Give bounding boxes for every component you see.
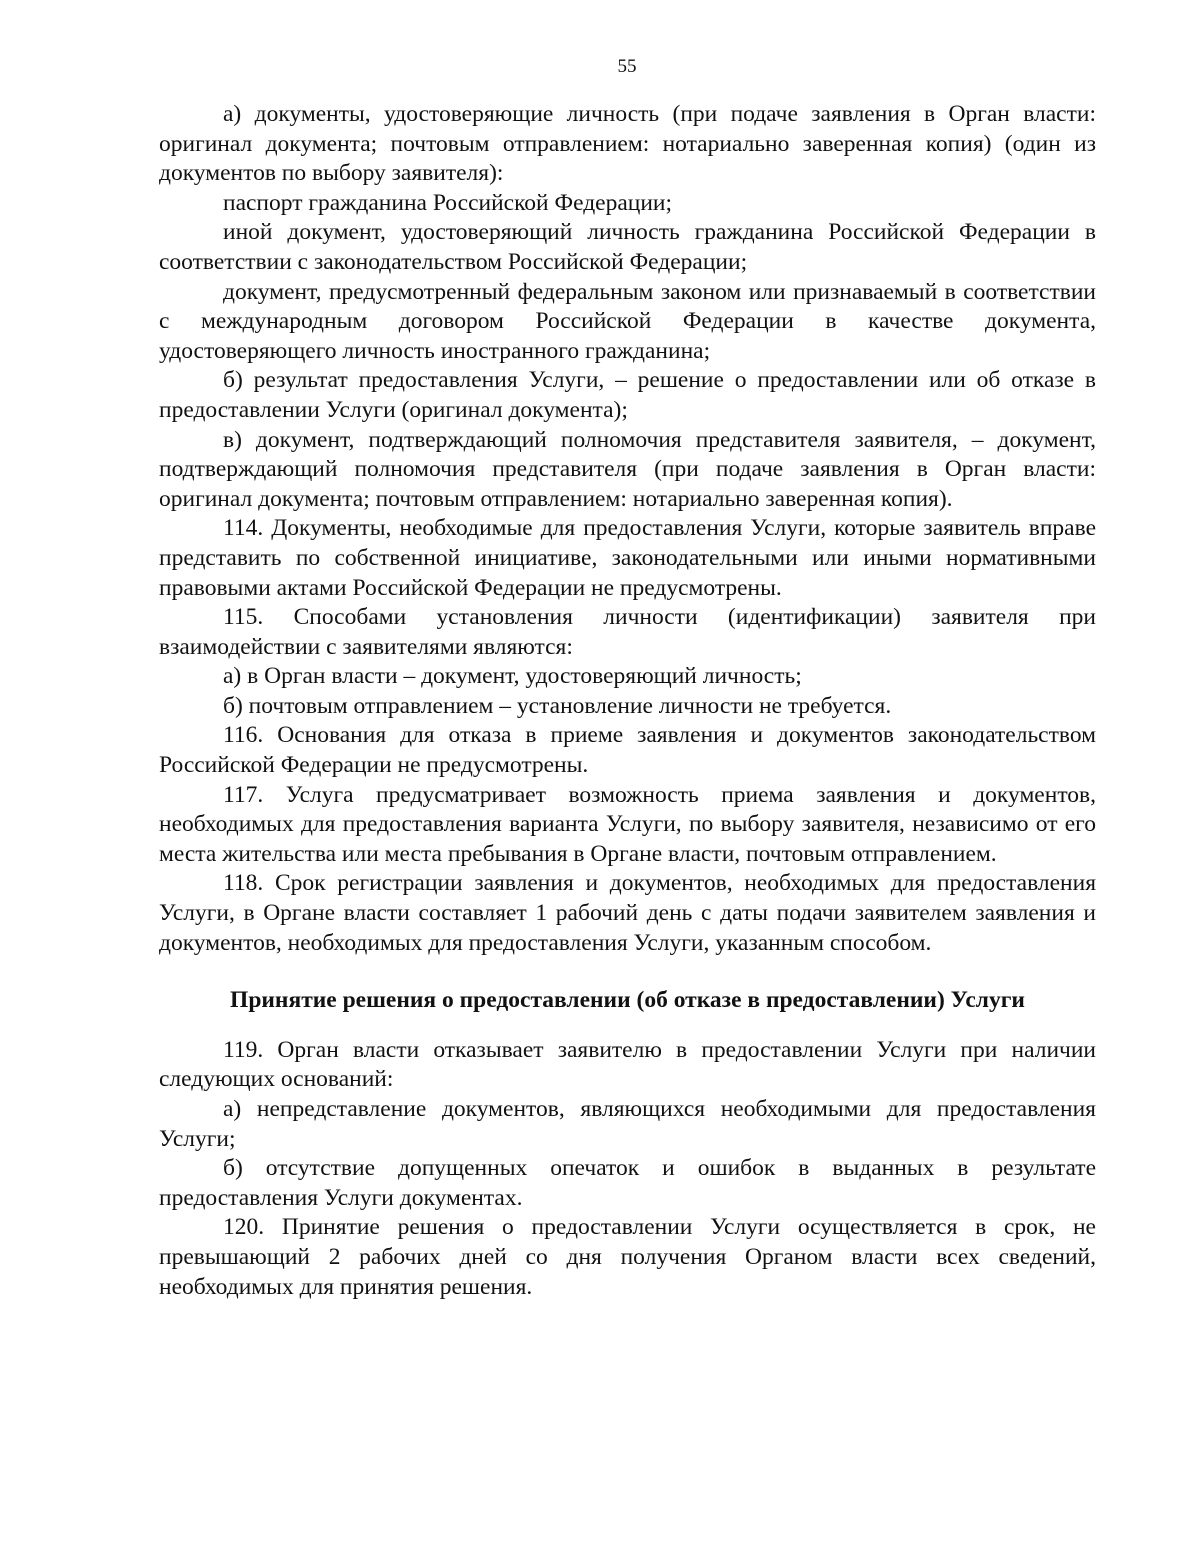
- paragraph-passport: паспорт гражданина Российской Федерации;: [223, 189, 673, 216]
- paragraph-114: 114. Документы, необходимые для предоставления Услуги, которые заявитель вправе представить по собственной инициативе, законодательными или иными нормативными правовыми актами Российской Федерации не предусмотрены.: [159, 515, 1096, 601]
- paragraph-b-result: б) результат предоставления Услуги, – решение о предоставлении или об отказе в предоставлении Услуги (оригинал документа);: [159, 367, 1096, 423]
- paragraph-117: 117. Услуга предусматривает возможность приема заявления и документов, необходимых для предоставления варианта Услуги, по выбору заявителя, независимо от его места жительства или места пребывания в Органе власти, почтовым отправлением.: [159, 781, 1096, 867]
- page-content: [159, 100, 1096, 1302]
- paragraph-120: 120. Принятие решения о предоставлении Услуги осуществляется в срок, не превышающий 2 рабочих дней со дня получения Органом власти всех сведений, необходимых для принятия решения.: [159, 1214, 1096, 1300]
- paragraph-115-a: а) в Орган власти – документ, удостоверяющий личность;: [223, 663, 802, 690]
- paragraph-foreign-document: документ, предусмотренный федеральным законом или признаваемый в соответствии с международным договором Российской Федерации в качестве документа, удостоверяющего личность иностранного гражданина;: [159, 278, 1096, 364]
- paragraph-119-a: а) непредставление документов, являющихся необходимыми для предоставления Услуги;: [159, 1096, 1096, 1152]
- paragraph-v-representative: в) документ, подтверждающий полномочия представителя заявителя, – документ, подтверждающий полномочия представителя (при подаче заявления в Орган власти: оригинал документа; почтовым отправлением: нотариально заверенная копия).: [159, 426, 1096, 512]
- paragraph-119: 119. Орган власти отказывает заявителю в предоставлении Услуги при наличии следующих оснований:: [159, 1036, 1096, 1093]
- paragraph-115: 115. Способами установления личности (идентификации) заявителя при взаимодействии с заявителями являются:: [159, 604, 1096, 660]
- paragraph-115-b: б) почтовым отправлением – установление личности не требуется.: [223, 692, 892, 719]
- paragraph-other-document: иной документ, удостоверяющий личность гражданина Российской Федерации в соответствии с законодательством Российской Федерации;: [159, 219, 1096, 275]
- paragraph-118: 118. Срок регистрации заявления и документов, необходимых для предоставления Услуги, в Органе власти составляет 1 рабочий день с даты подачи заявителем заявления и документов, необходимых для предоставления Услуги, указанным способом.: [159, 870, 1096, 956]
- paragraph-116: 116. Основания для отказа в приеме заявления и документов законодательством Российской Федерации не предусмотрены.: [159, 722, 1096, 779]
- paragraph-119-b: б) отсутствие допущенных опечаток и ошибок в выданных в результате предоставления Услуги документах.: [159, 1155, 1096, 1211]
- page-number: 55: [617, 56, 637, 77]
- paragraph-a-identity-documents: а) документы, удостоверяющие личность (при подаче заявления в Орган власти: оригинал документа; почтовым отправлением: нотариально заверенная копия) (один из документов по выбору заявителя):: [159, 101, 1096, 187]
- section-heading: Принятие решения о предоставлении (об отказе в предоставлении) Услуги: [230, 987, 1025, 1014]
